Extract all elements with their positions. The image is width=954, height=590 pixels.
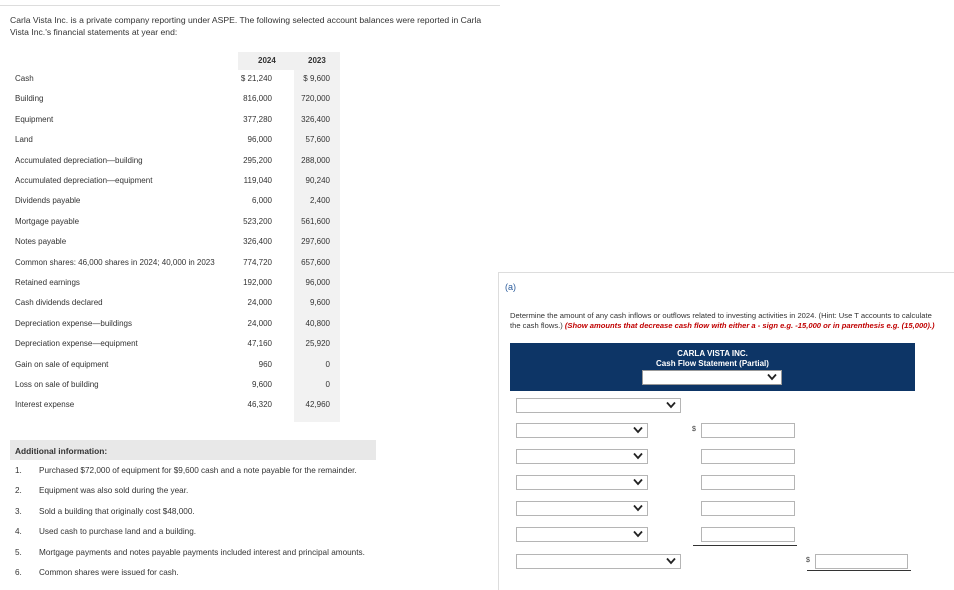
year-header bbox=[238, 52, 340, 70]
chevron-down-icon bbox=[633, 426, 641, 434]
item-text: Mortgage payments and notes payable payments included interest and principal amounts. bbox=[39, 547, 365, 557]
instructions-sign-hint: (Show amounts that decrease cash flow with either a - sign e.g. -15,000 or in parenthesis e.g. (15,000).) bbox=[564, 321, 935, 330]
value-2023: 561,600 bbox=[301, 216, 330, 226]
account-row bbox=[10, 213, 330, 233]
line-item-select-1[interactable] bbox=[516, 423, 648, 438]
value-2024: 774,720 bbox=[243, 257, 272, 267]
value-2024: 377,280 bbox=[243, 114, 272, 124]
chevron-down-icon bbox=[633, 504, 641, 512]
instructions bbox=[510, 311, 942, 331]
account-label: Loss on sale of building bbox=[15, 380, 99, 389]
value-2023: 40,800 bbox=[305, 318, 330, 328]
account-row bbox=[10, 131, 330, 151]
value-2023: 2,400 bbox=[309, 196, 330, 206]
item-number: 3. bbox=[15, 506, 22, 516]
account-row bbox=[10, 274, 330, 294]
account-label: Land bbox=[15, 135, 33, 145]
item-number: 2. bbox=[15, 486, 22, 496]
account-label: Equipment bbox=[15, 114, 54, 124]
value-2023: 657,600 bbox=[301, 257, 330, 267]
top-divider bbox=[0, 5, 500, 6]
account-row bbox=[10, 294, 330, 314]
account-label: Depreciation expense—buildings bbox=[15, 318, 132, 328]
dollar-sign: $ bbox=[806, 557, 810, 564]
value-2024: 326,400 bbox=[243, 237, 272, 247]
value-2023: 90,240 bbox=[305, 176, 330, 185]
item-number: 4. bbox=[15, 527, 22, 537]
chevron-down-icon bbox=[633, 530, 641, 538]
additional-info-header bbox=[10, 440, 376, 460]
chevron-down-icon bbox=[633, 478, 641, 486]
amount-input-4[interactable] bbox=[701, 501, 795, 516]
subtotal-underline bbox=[693, 545, 797, 546]
account-row bbox=[10, 396, 330, 416]
account-label: Retained earnings bbox=[15, 278, 80, 287]
value-2024: 24,000 bbox=[247, 298, 272, 308]
value-2024: 6,000 bbox=[251, 196, 272, 206]
dollar-sign: $ bbox=[692, 426, 696, 433]
additional-info-title: Additional information: bbox=[15, 446, 108, 456]
account-row bbox=[10, 356, 330, 376]
total-underline bbox=[807, 570, 911, 571]
section-heading-select[interactable] bbox=[516, 398, 681, 413]
value-2024: 816,000 bbox=[243, 94, 272, 104]
account-label: Accumulated depreciation—equipment bbox=[15, 176, 153, 185]
value-2024: 96,000 bbox=[247, 135, 272, 145]
account-label: Dividends payable bbox=[15, 196, 81, 206]
item-text: Used cash to purchase land and a building. bbox=[39, 527, 197, 537]
value-2024: 192,000 bbox=[243, 278, 272, 287]
instructions-main: Determine the amount of any cash inflows or outflows related to investing activities in 2024. (Hint: Use T accounts to calculate the cash flows.) bbox=[510, 311, 932, 330]
account-row bbox=[10, 192, 330, 212]
value-2024: 24,000 bbox=[247, 318, 272, 328]
value-2024: 295,200 bbox=[243, 155, 272, 165]
amount-input-5[interactable] bbox=[701, 527, 795, 542]
item-text: Purchased $72,000 of equipment for $9,600 cash and a note payable for the remainder. bbox=[39, 466, 357, 475]
chevron-down-icon bbox=[666, 557, 674, 565]
amount-input-3[interactable] bbox=[701, 475, 795, 490]
value-2023: 326,400 bbox=[301, 114, 330, 124]
account-label: Cash bbox=[15, 74, 34, 83]
value-2023: 9,600 bbox=[309, 298, 330, 308]
account-label: Notes payable bbox=[15, 237, 67, 247]
value-2023: 0 bbox=[325, 380, 330, 389]
header-2023: 2023 bbox=[308, 56, 326, 65]
total-label-select[interactable] bbox=[516, 554, 681, 569]
value-2024: 47,160 bbox=[247, 339, 272, 349]
account-row bbox=[10, 172, 330, 192]
value-2024: 119,040 bbox=[243, 176, 272, 185]
value-2024: 960 bbox=[258, 359, 272, 369]
account-label: Mortgage payable bbox=[15, 216, 80, 226]
intro-text: Carla Vista Inc. is a private company reporting under ASPE. The following selected account balances were reported in Carla Vista Inc.'s financial statements at year end: bbox=[10, 15, 482, 37]
account-row bbox=[10, 315, 330, 335]
value-2024: 9,600 bbox=[251, 380, 272, 389]
account-row bbox=[10, 233, 330, 253]
value-2024: $ 21,240 bbox=[240, 74, 272, 83]
value-2023: 0 bbox=[325, 359, 330, 369]
value-2023: 720,000 bbox=[301, 94, 330, 104]
account-label: Building bbox=[15, 94, 44, 104]
account-label: Accumulated depreciation—building bbox=[15, 155, 143, 165]
item-text: Common shares were issued for cash. bbox=[39, 568, 179, 577]
line-item-select-5[interactable] bbox=[516, 527, 648, 542]
company-name: CARLA VISTA INC. bbox=[677, 349, 748, 358]
account-row bbox=[10, 152, 330, 172]
value-2023: 297,600 bbox=[301, 237, 330, 247]
statement-title: Cash Flow Statement (Partial) bbox=[656, 359, 769, 368]
part-label: (a) bbox=[505, 282, 516, 292]
value-2023: 57,600 bbox=[305, 135, 330, 145]
amount-input-1[interactable] bbox=[701, 423, 795, 438]
chevron-down-icon bbox=[666, 401, 674, 409]
line-item-select-2[interactable] bbox=[516, 449, 648, 464]
value-2023: 288,000 bbox=[301, 155, 330, 165]
account-row bbox=[10, 335, 330, 355]
account-row bbox=[10, 376, 330, 396]
value-2024: 46,320 bbox=[247, 400, 272, 410]
value-2023: 25,920 bbox=[305, 339, 330, 349]
account-row bbox=[10, 70, 330, 90]
account-label: Common shares: 46,000 shares in 2024; 40,000 in 2023 bbox=[15, 257, 215, 267]
line-item-select-4[interactable] bbox=[516, 501, 648, 516]
item-text: Sold a building that originally cost $48,000. bbox=[39, 506, 195, 516]
statement-period-select[interactable] bbox=[642, 370, 782, 385]
chevron-down-icon bbox=[767, 373, 775, 381]
total-amount-input[interactable] bbox=[815, 554, 908, 569]
account-label: Depreciation expense—equipment bbox=[15, 339, 138, 349]
amount-input-2[interactable] bbox=[701, 449, 795, 464]
account-label: Cash dividends declared bbox=[15, 298, 103, 308]
account-label: Interest expense bbox=[15, 400, 75, 410]
item-text: Equipment was also sold during the year. bbox=[39, 486, 189, 496]
item-number: 1. bbox=[15, 466, 22, 475]
account-row bbox=[10, 254, 330, 274]
account-label: Gain on sale of equipment bbox=[15, 359, 109, 369]
header-2024: 2024 bbox=[258, 56, 276, 65]
value-2023: 42,960 bbox=[305, 400, 330, 410]
chevron-down-icon bbox=[633, 452, 641, 460]
item-number: 5. bbox=[15, 547, 22, 557]
value-2023: 96,000 bbox=[305, 278, 330, 287]
account-row bbox=[10, 111, 330, 131]
value-2023: $ 9,600 bbox=[303, 74, 330, 83]
item-number: 6. bbox=[15, 568, 22, 577]
line-item-select-3[interactable] bbox=[516, 475, 648, 490]
value-2024: 523,200 bbox=[243, 216, 272, 226]
account-row bbox=[10, 90, 330, 110]
